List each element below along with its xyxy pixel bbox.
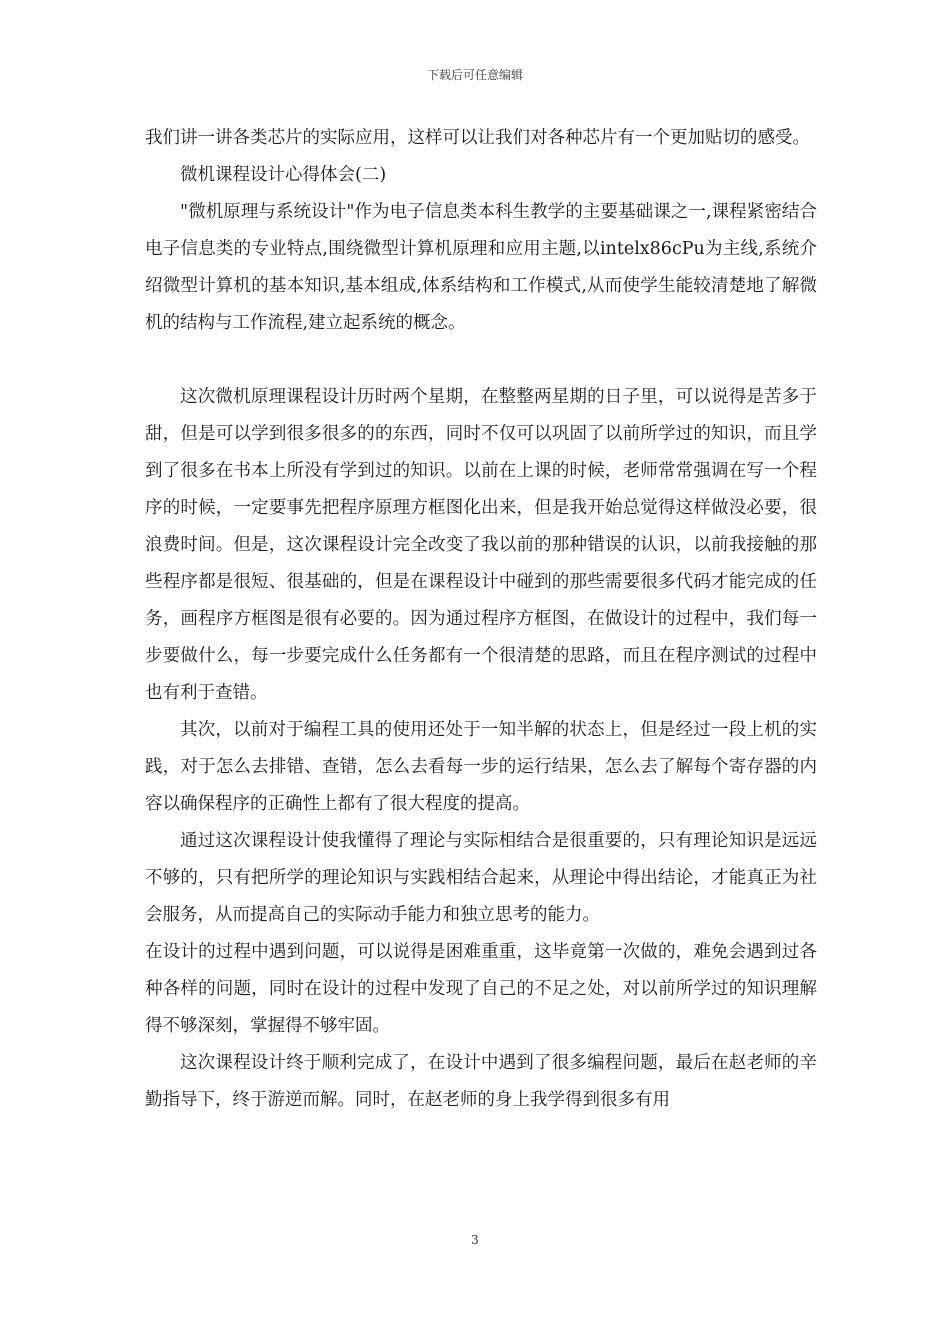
- paragraph: 这次微机原理课程设计历时两个星期，在整整两星期的日子里，可以说得是苦多于甜，但是可以学到很多很多的的东西，同时不仅可以巩固了以前所学过的知识，而且学到了很多在书本上所没有学到过的知识。以前在上课的时候，老师常常强调在写一个程序的时候，一定要事先把程序原理方框图化出来，但是我开始总觉得这样做没必要，很浪费时间。但是，这次课程设计完全改变了我以前的那种错误的认识，以前我接触的那些程序都是很短、很基础的，但是在课程设计中碰到的那些需要很多代码才能完成的任务，画程序方框图是很有必要的。因为通过程序方框图，在做设计的过程中，我们每一步要做什么，每一步要完成什么任务都有一个很清楚的思路，而且在程序测试的过程中也有利于查错。: [145, 387, 817, 703]
- paragraph: 其次，以前对于编程工具的使用还处于一知半解的状态上，但是经过一段上机的实践，对于怎么去排错、查错，怎么去看每一步的运行结果，怎么去了解每个寄存器的内容以确保程序的正确性上都有了很大程度的提高。: [145, 720, 817, 814]
- paragraph: 通过这次课程设计使我懂得了理论与实际相结合是很重要的，只有理论知识是远远不够的，只有把所学的理论知识与实践相结合起来，从理论中得出结论，才能真正为社会服务，从而提高自己的实际动手能力和独立思考的能力。: [145, 831, 817, 925]
- paragraph: 这次课程设计终于顺利完成了，在设计中遇到了很多编程问题，最后在赵老师的辛勤指导下，终于游逆而解。同时，在赵老师的身上我学得到很多有用: [145, 1053, 817, 1110]
- section-heading: 微机课程设计心得体会(二): [180, 165, 387, 185]
- paragraph-gap: [145, 342, 817, 379]
- document-body: [145, 120, 817, 1119]
- paragraph-intro: "微机原理与系统设计"作为电子信息类本科生教学的主要基础课之一,课程紧密结合电子信息类的专业特点,围绕微型计算机原理和应用主题,以intelx86cPu为主线,系统介绍微型计算机的基本知识,基本组成,体系结构和工作模式,从而使学生能较清楚地了解微机的结构与工作流程,建立起系统的概念。: [145, 202, 817, 333]
- page-header: 下载后可任意编辑: [426, 68, 523, 82]
- paragraph: 在设计的过程中遇到问题，可以说得是困难重重，这毕竟第一次做的，难免会遇到过各种各样的问题，同时在设计的过程中发现了自己的不足之处，对以前所学过的知识理解得不够深刻，掌握得不够牢固。: [145, 942, 817, 1036]
- paragraph-continuation: 我们讲一讲各类芯片的实际应用，这样可以让我们对各种芯片有一个更加贴切的感受。: [145, 128, 810, 148]
- page-number: 3: [471, 1233, 479, 1247]
